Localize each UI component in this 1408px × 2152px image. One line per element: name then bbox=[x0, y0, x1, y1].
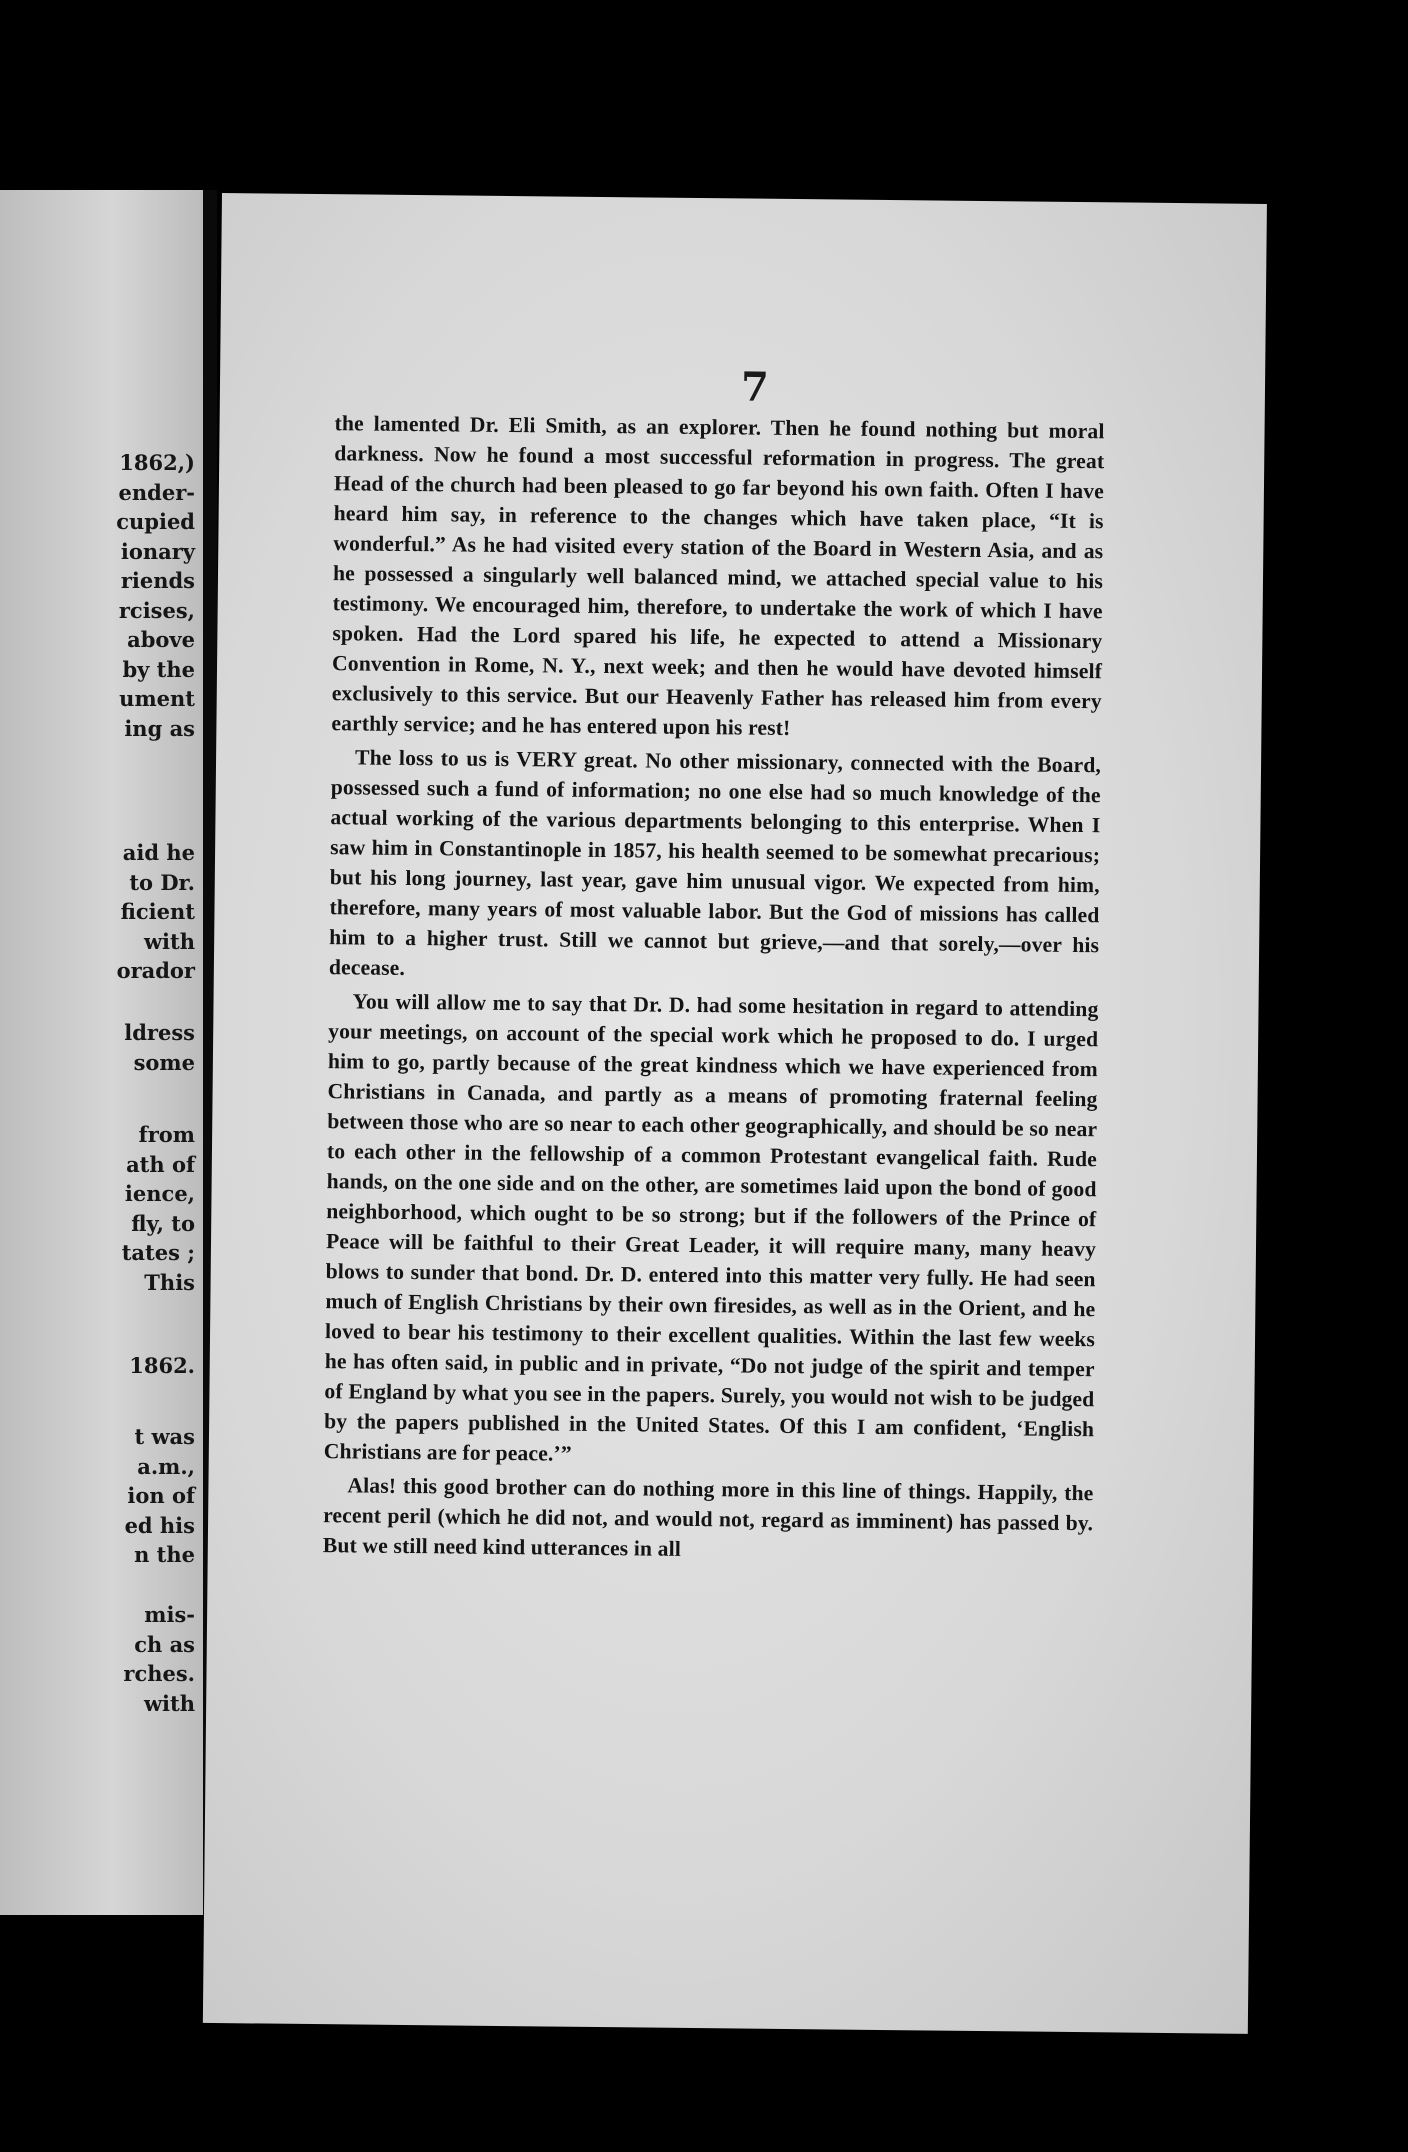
left-fragment: orador bbox=[116, 958, 195, 983]
paragraph: The loss to us is VERY great. No other missionary, connected with the Board, possessed such a fund of information; no one else had so much knowledge of the actual working of the various departments belonging to this enterprise. When I saw him in Constantinople in 1857, his health seemed to be somewhat precarious; but his long journey, last year, gave him unusual vigor. We expected from him, therefore, many years of most valuable labor. But the God of missions has called him to a higher trust. Still we cannot but grieve,—and that sorely,—over his decease. bbox=[328, 745, 1102, 980]
left-fragment: ing as bbox=[124, 716, 195, 741]
left-fragment: with bbox=[143, 929, 195, 954]
left-fragment: tates ; bbox=[121, 1240, 195, 1265]
paragraph: the lamented Dr. Eli Smith, as an explorer. Then he found nothing but moral darkness. Now he found a most successful reformation in progress. The great Head of the church had been pleased to go far beyond his own faith. Often I have heard him say, in reference to the changes which have taken place, “It is wonderful.” As he had visited every station of the Board in Western Asia, and as he possessed a singularly well balanced mind, we attached special value to his testimony. We encouraged him, therefore, to undertake the work of which I have spoken. Had the Lord spared his life, he expected to attend a Missionary Convention in Rome, N. Y., next week; and then he would have devoted himself exclusively to this service. But our Heavenly Father has released him from every earthly service; and he has entered upon his rest! bbox=[331, 411, 1105, 740]
left-fragment: fly, to bbox=[131, 1211, 195, 1236]
left-fragment: aid he bbox=[122, 840, 195, 865]
left-fragment: with bbox=[143, 1691, 195, 1716]
left-fragment: ion of bbox=[127, 1483, 195, 1508]
paragraph: You will allow me to say that Dr. D. had some hesitation in regard to attending your meetings, on account of the special work which he proposed to do. I urged him to go, partly because of the great kindness which we have experienced from Christians in Canada, and partly as a means of promoting fraternal feeling between those who are so near to each other geographically, and should be so near to each other in the fellowship of a common Protestant evangelical faith. Rude hands, on the one side and on the other, are sometimes laid upon the bond of good neighborhood, which ought to be so strong; but if the followers of the Prince of Peace will be faithful to their Great Leader, it will require many, many heavy blows to sunder that bond. Dr. D. entered into this matter very fully. He had seen much of English Christians by their own firesides, as well as in the Orient, and he loved to bear his testimony to their excellent qualities. Within the last few weeks he has often said, in public and in private, “Do not judge of the spirit and temper of England by what you see in the papers. Surely, you would not wish to be judged by the papers published in the United States. Of this I am confident, ‘English Christians are for peace.’” bbox=[323, 989, 1099, 1466]
left-fragment: 1862. bbox=[129, 1353, 195, 1378]
left-page-edge bbox=[0, 190, 203, 1915]
left-fragment: ed his bbox=[124, 1513, 195, 1538]
left-fragment: 1862,) bbox=[119, 450, 195, 475]
left-fragment: ender- bbox=[118, 480, 195, 505]
left-fragment: ficient bbox=[120, 899, 195, 924]
left-fragment: ath of bbox=[126, 1152, 195, 1177]
left-fragment: by the bbox=[122, 657, 195, 682]
left-fragment: from bbox=[138, 1122, 195, 1147]
right-page bbox=[203, 193, 1267, 2034]
left-fragment: ldress bbox=[124, 1020, 195, 1045]
left-fragment: ch as bbox=[134, 1632, 195, 1657]
page-number: 7 bbox=[740, 363, 770, 411]
left-fragment: a.m., bbox=[137, 1454, 195, 1479]
left-fragment: t was bbox=[134, 1424, 195, 1449]
left-fragment: riends bbox=[120, 568, 195, 593]
left-fragment: cupied bbox=[116, 509, 195, 534]
left-fragment: rches. bbox=[123, 1661, 195, 1686]
body-text bbox=[323, 408, 1105, 1572]
left-fragment: some bbox=[133, 1050, 195, 1075]
left-fragment: mis- bbox=[144, 1602, 195, 1627]
left-fragment: ument bbox=[119, 686, 195, 711]
left-fragment: to Dr. bbox=[129, 870, 195, 895]
left-fragment: n the bbox=[134, 1542, 195, 1567]
paragraph: Alas! this good brother can do nothing more in this line of things. Happily, the recent peril (which he did not, and would not, regard as imminent) has passed by. But we still need kind utterances in all bbox=[322, 1473, 1094, 1561]
left-fragment: above bbox=[127, 627, 195, 652]
left-fragment: ionary bbox=[120, 539, 195, 564]
left-fragment: ience, bbox=[124, 1181, 195, 1206]
left-fragment: rcises, bbox=[118, 598, 195, 623]
left-fragment: This bbox=[144, 1270, 195, 1295]
